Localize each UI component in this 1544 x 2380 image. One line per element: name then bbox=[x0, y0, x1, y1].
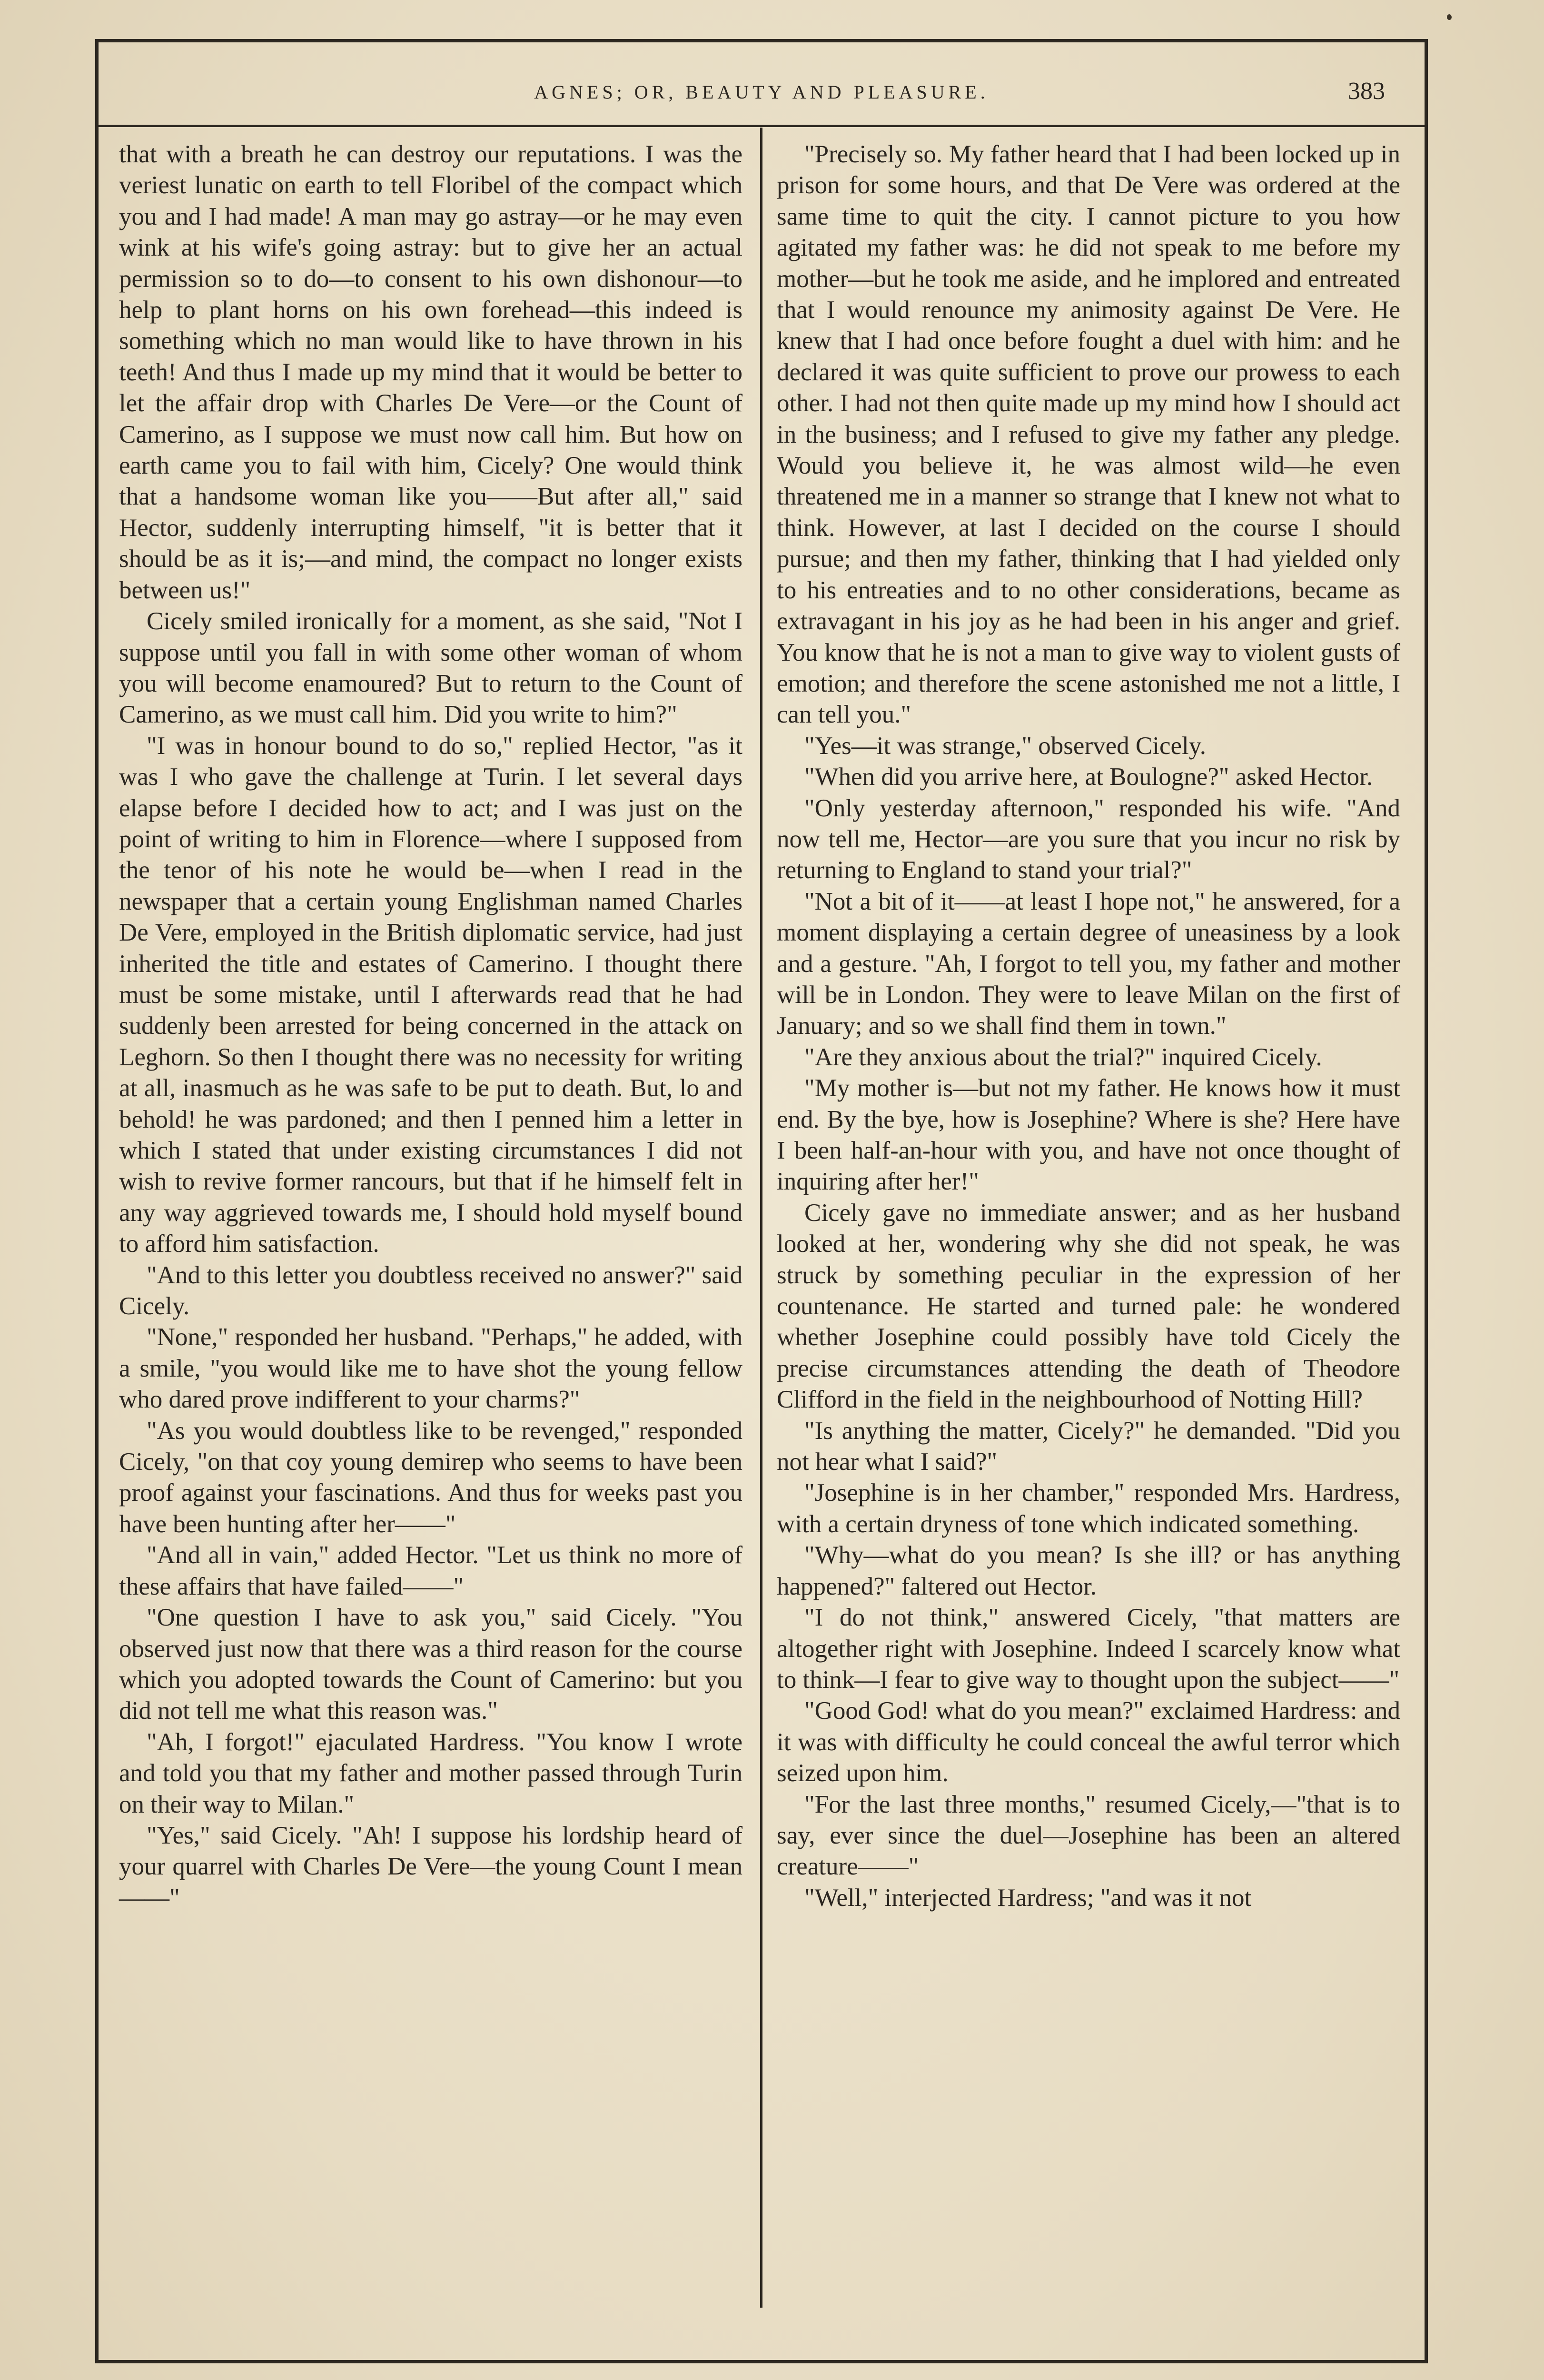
paragraph: "As you would doubtless like to be revenged," responded Cicely, "on that coy young demirep who seems to have been proof against your fascinations. And thus for weeks past you have been hunting after her——" bbox=[119, 1417, 742, 1538]
paragraph: "And all in vain," added Hector. "Let us think no more of these affairs that have failed——" bbox=[119, 1541, 742, 1600]
paragraph: "Josephine is in her chamber," responded Mrs. Hardress, with a certain dryness of tone which indicated something. bbox=[777, 1479, 1400, 1538]
page-number: 383 bbox=[1348, 78, 1385, 105]
paragraph: "I do not think," answered Cicely, "that matters are altogether right with Josephine. Indeed I scarcely know what to think—I fear to give way to thought upon the subject——" bbox=[777, 1604, 1400, 1694]
paragraph: "Precisely so. My father heard that I had been locked up in prison for some hours, and that De Vere was ordered at the same time to quit the city. I cannot picture to you how agitated my father was: he did not speak to me before my mother—but he took me aside, and he implored and entreated that I would renounce my animosity against De Vere. He knew that I had once before fought a duel with him: and he declared it was quite sufficient to prove our prowess to each other. I had not then quite made up my mind how I should act in the business; and I refused to give my father any pledge. Would you believe it, he was almost wild—he even threatened me in a manner so strange that I knew not what to think. However, at last I decided on the course I should pursue; and then my father, thinking that I had yielded only to his entreaties and to no other considerations, became as extravagant in his joy as he had been in his anger and grief. You know that he is not a man to give way to violent gusts of emotion; and therefore the scene astonished me not a little, I can tell you." bbox=[777, 140, 1400, 729]
right-column bbox=[777, 139, 1400, 1914]
paragraph: "Are they anxious about the trial?" inquired Cicely. bbox=[804, 1043, 1322, 1071]
paragraph: "Only yesterday afternoon," responded his wife. "And now tell me, Hector—are you sure that you incur no risk by returning to England to stand your trial?" bbox=[777, 794, 1400, 884]
paragraph: "Yes," said Cicely. "Ah! I suppose his lordship heard of your quarrel with Charles De Vere—the young Count I mean——" bbox=[119, 1821, 742, 1912]
left-column bbox=[119, 139, 742, 1914]
paragraph: "Not a bit of it——at least I hope not," he answered, for a moment displaying a certain degree of uneasiness by a look and a gesture. "Ah, I forgot to tell you, my father and mother will be in London. They were to leave Milan on the first of January; and so we shall find them in town." bbox=[777, 887, 1400, 1040]
paragraph: Cicely smiled ironically for a moment, as she said, "Not I suppose until you fall in with some other woman of whom you will become enamoured? But to return to the Count of Camerino, as we must call him. Did you write to him?" bbox=[119, 607, 742, 729]
paragraph: "When did you arrive here, at Boulogne?" asked Hector. bbox=[804, 763, 1373, 791]
column-divider bbox=[760, 128, 762, 2308]
paragraph: "Well," interjected Hardress; "and was it not bbox=[804, 1884, 1252, 1912]
paragraph: "And to this letter you doubtless received no answer?" said Cicely. bbox=[119, 1261, 742, 1320]
paragraph: that with a breath he can destroy our reputations. I was the veriest lunatic on earth to tell Floribel of the compact which you and I had made! A man may go astray—or he may even wink at his wife's going astray: but to give her an actual permission so to do—to consent to his own dishonour—to help to plant horns on his own forehead—this indeed is something which no man would like to have thrown in his teeth! And thus I made up my mind that it would be better to let the affair drop with Charles De Vere—or the Count of Camerino, as I suppose we must now call him. But how on earth came you to fail with him, Cicely? One would think that a handsome woman like you——But after all," said Hector, suddenly interrupting himself, "it is better that it should be as it is;—and mind, the compact no longer exists between us!" bbox=[119, 140, 742, 604]
paragraph: "Good God! what do you mean?" exclaimed Hardress: and it was with difficulty he could conceal the awful terror which seized upon him. bbox=[777, 1697, 1400, 1787]
ink-speck bbox=[1447, 14, 1452, 20]
paragraph: "My mother is—but not my father. He knows how it must end. By the bye, how is Josephine? Where is she? Here have I been half-an-hour with you, and have not once thought of inquiring after her!" bbox=[777, 1074, 1400, 1196]
paragraph: "I was in honour bound to do so," replied Hector, "as it was I who gave the challenge at Turin. I let several days elapse before I decided how to act; and I was just on the point of writing to him in Florence—where I supposed from the tenor of his note he would be—when I read in the newspaper that a certain young Englishman named Charles De Vere, employed in the British diplomatic service, had just inherited the title and estates of Camerino. I thought there must be some mistake, until I afterwards read that he had suddenly been arrested for being concerned in the attack on Leghorn. So then I thought there was no necessity for writing at all, inasmuch as he was safe to be put to death. But, lo and behold! he was pardoned; and then I penned him a letter in which I stated that under existing circumstances I did not wish to revive former rancours, but that if he himself felt in any way aggrieved towards me, I should hold myself bound to afford him satisfaction. bbox=[119, 732, 742, 1258]
running-title: AGNES; OR, BEAUTY AND PLEASURE. bbox=[534, 81, 989, 103]
header-rule bbox=[95, 125, 1428, 127]
paragraph: "Is anything the matter, Cicely?" he demanded. "Did you not hear what I said?" bbox=[777, 1417, 1400, 1476]
paragraph: "Why—what do you mean? Is she ill? or has anything happened?" faltered out Hector. bbox=[777, 1541, 1400, 1600]
paragraph: "One question I have to ask you," said Cicely. "You observed just now that there was a third reason for the course which you adopted towards the Count of Camerino: but you did not tell me what this reason was." bbox=[119, 1604, 742, 1725]
page-header bbox=[119, 76, 1404, 119]
paragraph: Cicely gave no immediate answer; and as her husband looked at her, wondering why she did not speak, he was struck by something peculiar in the expression of her countenance. He started and turned pale: he wondered whether Josephine could possibly have told Cicely the precise circumstances attending the death of Theodore Clifford in the field in the neighbourhood of Notting Hill? bbox=[777, 1199, 1400, 1414]
paragraph: "Ah, I forgot!" ejaculated Hardress. "You know I wrote and told you that my father and mother passed through Turin on their way to Milan." bbox=[119, 1728, 742, 1818]
paragraph: "Yes—it was strange," observed Cicely. bbox=[804, 732, 1207, 760]
paragraph: "For the last three months," resumed Cicely,—"that is to say, ever since the duel—Josephine has been an altered creature——" bbox=[777, 1790, 1400, 1881]
paragraph: "None," responded her husband. "Perhaps," he added, with a smile, "you would like me to have shot the young fellow who dared prove indifferent to your charms?" bbox=[119, 1323, 742, 1414]
